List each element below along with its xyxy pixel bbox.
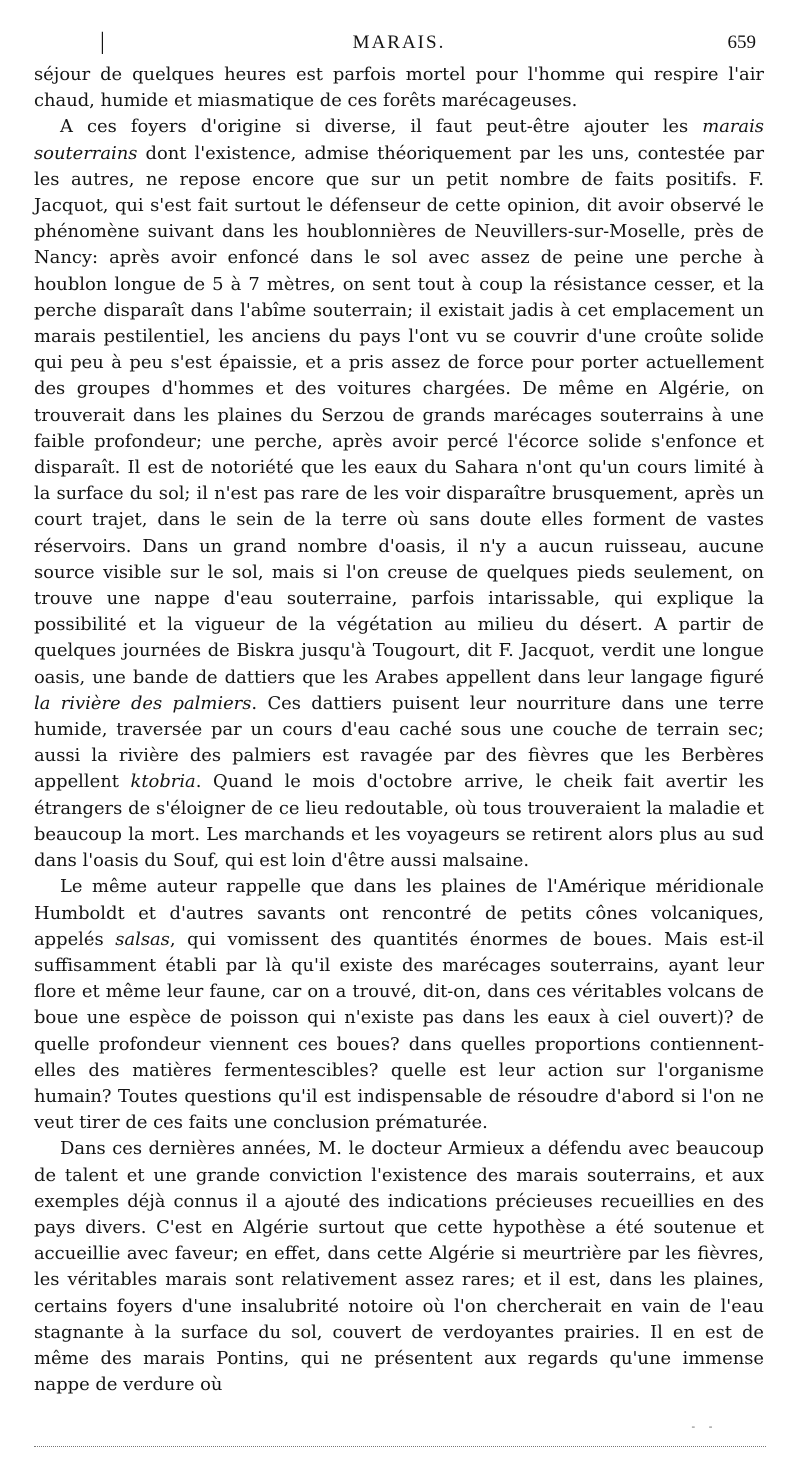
body-text xyxy=(34,62,764,1398)
text-segment: Le même auteur rappelle que dans les plaines de l'Amérique méridionale Humboldt et d'autres savants ont rencontré de petits cônes volcaniques, appelés xyxy=(34,876,764,950)
paragraph xyxy=(34,114,764,874)
text-segment: , qui vomissent des quantités énormes de boues. Mais est-il suffisamment établi par là qu'il existe des marécages souterrains, ayant leur flore et même leur faune, car on a trouvé, dit-on, dans ces véritables volcans de boue une espèce de poisson qui n'existe pas dans les eaux à ciel ouvert)? de quelle profondeur viennent ces boues? dans quelles proportions contiennent-elles des matières fermentescibles? quelle est leur action sur l'organisme humain? Toutes questions qu'il est indispensable de résoudre d'abord si l'on ne veut tirer de ces faits une conclusion prématurée. xyxy=(34,928,764,1134)
paragraph xyxy=(34,1136,764,1398)
running-header xyxy=(34,0,764,62)
footer-dotted-rule xyxy=(34,1446,766,1447)
italic-term: salsas xyxy=(115,928,170,950)
header-left-mark: | xyxy=(100,29,105,55)
text-segment: A ces foyers d'origine si diverse, il faut peut-être ajouter les xyxy=(60,116,703,138)
text-segment: . Ces dattiers puisent leur nourriture dans une terre humide, traversée par un cours d'eau caché sous une couche de terrain sec; aussi la rivière des palmiers est ravagée par des fièvres que les Berbères appellent xyxy=(34,692,764,793)
text-segment: dont l'existence, admise théoriquement par les uns, contestée par les autres, ne repose encore que sur un petit nombre de faits positifs. F. Jacquot, qui s'est fait surtout le défenseur de cette opinion, dit avoir observé le phénomène suivant dans les houblonnières de Neuvillers-sur-Moselle, près de Nancy: après avoir enfoncé dans le sol avec assez de peine une perche à houblon longue de 5 à 7 mètres, on sent tout à coup la résistance cesser, et la perche disparaît dans l'abîme souterrain; il existait jadis à cet emplacement un marais pestilentiel, les anciens du pays l'ont vu se couvrir d'une croûte solide qui peu à peu s'est épaissie, et a pris assez de force pour porter actuellement des groupes d'hommes et des voitures chargées. De même en Algérie, on trouverait dans les plaines du Serzou de grands marécages souterrains à une faible profondeur; une perche, après avoir percé l'écorce solide s'enfonce et disparaît. Il est de notoriété que les eaux du Sahara n'ont qu'un cours limité à la surface du sol; il n'est pas rare de les voir disparaître brusquement, après un court trajet, dans le sein de la terre où sans doute elles forment de vastes réservoirs. Dans un grand nombre d'oasis, il n'y a aucun ruisseau, aucune source visible sur le sol, mais si l'on creuse de quelques pieds seulement, on trouve une nappe d'eau souterraine, parfois intarissable, qui explique la possibilité et la vigueur de la végétation au milieu du désert. A partir de quelques journées de Biskra jusqu'à Tougourt, dit F. Jacquot, verdit une longue oasis, une bande de dattiers que les Arabes appellent dans leur langage figuré xyxy=(34,142,764,688)
text-segment: Dans ces dernières années, M. le docteur Armieux a défendu avec beaucoup de talent et une grande conviction l'existence des marais souterrains, et aux exemples déjà connus il a ajouté des indications précieuses recueillies en des pays divers. C'est en Algérie surtout que cette hypothèse a été soutenue et accueillie avec faveur; en effet, dans cette Algérie si meurtrière par les fièvres, les véritables marais sont relativement assez rares; et il est, dans les plaines, certains foyers d'une insalubrité notoire où l'on chercherait en vain de l'eau stagnante à la surface du sol, couvert de verdoyantes prairies. Il en est de même des marais Pontins, qui ne présentent aux regards qu'une immense nappe de verdure où xyxy=(34,1138,764,1396)
italic-term: ktobria xyxy=(130,771,196,793)
paragraph xyxy=(34,874,764,1136)
text-segment: séjour de quelques heures est parfois mortel pour l'homme qui respire l'air chaud, humide et miasmatique de ces forêts marécageuses. xyxy=(34,64,764,112)
italic-term: la rivière des palmiers xyxy=(34,692,252,714)
paragraph xyxy=(34,62,764,114)
page-number: 659 xyxy=(727,32,756,53)
running-title: MARAIS. xyxy=(352,32,446,53)
text-segment: . Quand le mois d'octobre arrive, le cheik fait avertir les étrangers de s'éloigner de ce lieu redoutable, où tous trouveraient la maladie et beaucoup la mort. Les marchands et les voyageurs se retirent alors plus au sud dans l'oasis du Souf, qui est loin d'être aussi malsaine. xyxy=(34,771,765,872)
footer-mark: - - xyxy=(690,1420,716,1433)
italic-term: marais souterrains xyxy=(34,116,764,164)
